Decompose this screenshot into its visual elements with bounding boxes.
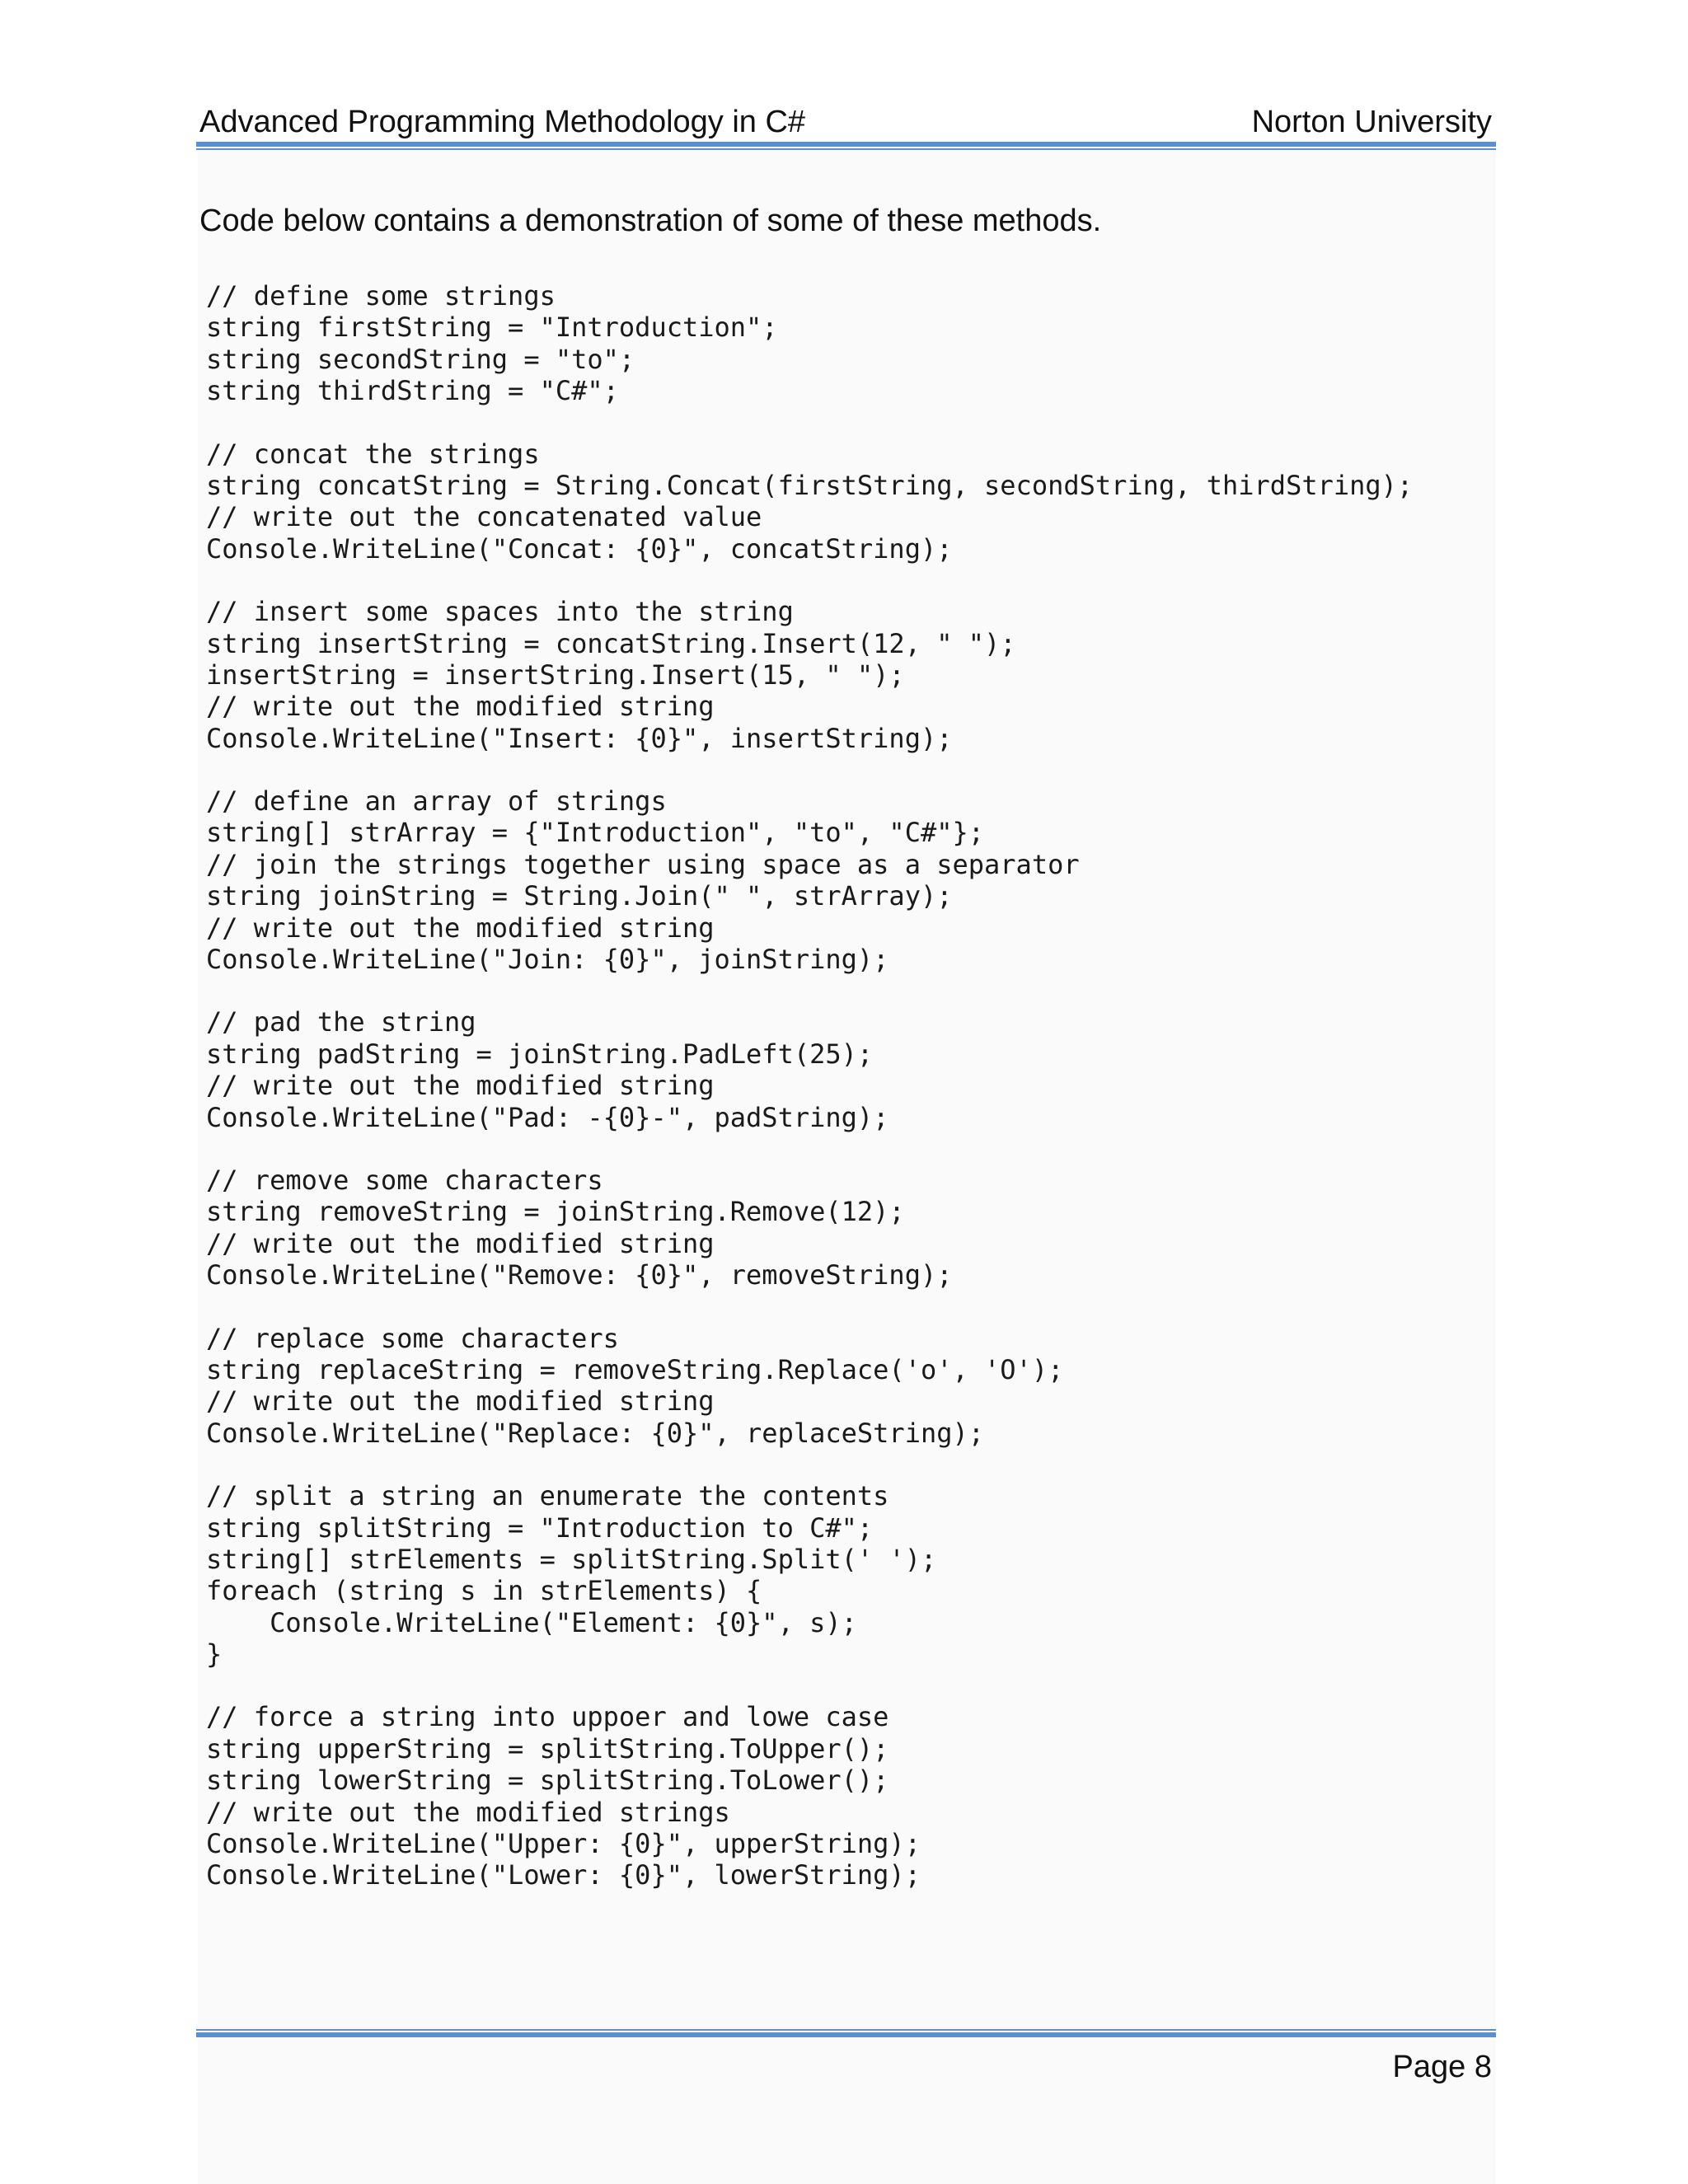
code-line: // concat the strings [206,438,540,470]
page-number: Page 8 [1392,2050,1492,2084]
code-line: Console.WriteLine("Element: {0}", s); [206,1606,857,1638]
code-block [206,438,1413,565]
code-line: // split a string an enumerate the contents [206,1480,889,1512]
code-line: string lowerString = splitString.ToLower(); [206,1765,889,1797]
code-line: Console.WriteLine("Pad: -{0}-", padString); [206,1101,889,1133]
code-line: // insert some spaces into the string [206,596,794,628]
code-line: // write out the modified string [206,1385,715,1418]
code-line: // write out the concatenated value [206,501,762,533]
code-line: // write out the modified string [206,691,715,723]
code-line: string joinString = String.Join(" ", strArray); [206,880,953,912]
code-line: // define some strings [206,280,556,312]
code-line: // write out the modified string [206,1227,715,1259]
page-header [199,99,1492,145]
code-line: // join the strings together using space as a separator [206,848,1080,880]
code-line: foreach (string s in strElements) { [206,1575,762,1607]
header-rule [196,142,1496,150]
code-block [206,596,1413,754]
code-line: Console.WriteLine("Replace: {0}", replaceString); [206,1417,985,1449]
code-line: Console.WriteLine("Upper: {0}", upperString); [206,1828,921,1860]
code-line: insertString = insertString.Insert(15, " "); [206,658,905,691]
code-line: string removeString = joinString.Remove(12); [206,1196,905,1228]
code-listing [206,280,1413,1923]
code-line: string firstString = "Introduction"; [206,312,778,344]
code-block [206,280,1413,407]
code-line: string upperString = splitString.ToUpper(); [206,1732,889,1765]
code-line: string padString = joinString.PadLeft(25); [206,1038,874,1070]
code-block [206,1480,1413,1670]
code-line: // force a string into uppoer and lowe case [206,1701,889,1733]
code-line: // pad the string [206,1006,476,1038]
code-block [206,1323,1413,1450]
code-line: string insertString = concatString.Insert(12, " "); [206,627,1016,659]
code-block [206,785,1413,975]
code-line: // write out the modified string [206,912,715,944]
code-line: Console.WriteLine("Remove: {0}", removeString); [206,1259,953,1291]
code-line: string[] strArray = {"Introduction", "to", "C#"}; [206,817,985,849]
code-line: string secondString = "to"; [206,343,635,375]
code-block [206,1701,1413,1891]
code-line: Console.WriteLine("Lower: {0}", lowerString); [206,1859,921,1891]
code-block [206,1165,1413,1291]
code-line: // write out the modified string [206,1070,715,1102]
code-line: // remove some characters [206,1164,603,1196]
code-line: string[] strElements = splitString.Split(' '); [206,1543,937,1575]
header-university: Norton University [1251,105,1492,139]
code-line: Console.WriteLine("Insert: {0}", insertString); [206,722,953,754]
footer-rule [196,2029,1496,2037]
intro-paragraph: Code below contains a demonstration of some of these methods. [199,204,1102,238]
code-line: Console.WriteLine("Join: {0}", joinString); [206,944,889,976]
code-line: string concatString = String.Concat(firstString, secondString, thirdString); [206,469,1414,501]
code-line: Console.WriteLine("Concat: {0}", concatString); [206,532,953,565]
code-line: // write out the modified strings [206,1796,730,1828]
code-line: string thirdString = "C#"; [206,375,619,407]
code-line: string replaceString = removeString.Replace('o', 'O'); [206,1353,1064,1385]
code-line: // define an array of strings [206,785,667,818]
code-block [206,1006,1413,1133]
code-line: } [206,1638,223,1671]
header-course-title: Advanced Programming Methodology in C# [199,105,806,139]
code-line: string splitString = "Introduction to C#"; [206,1511,874,1544]
code-line: // replace some characters [206,1322,619,1354]
